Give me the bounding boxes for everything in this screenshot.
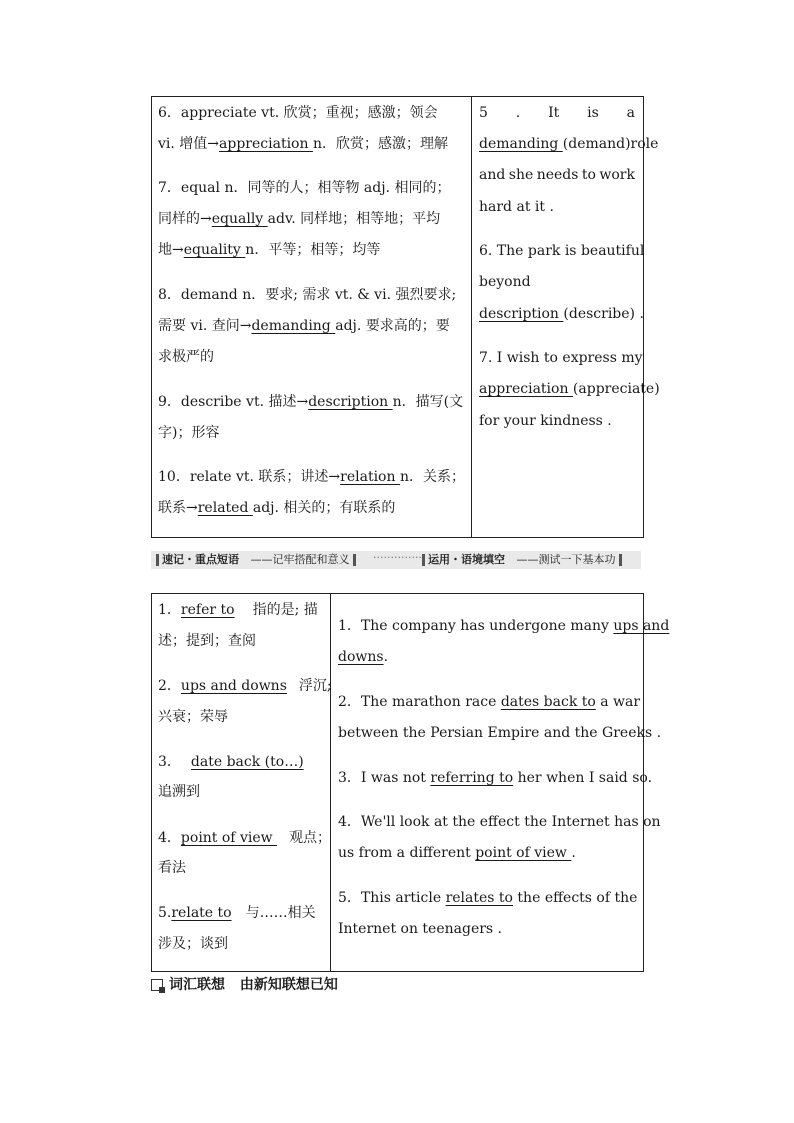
text: 地→ (158, 242, 184, 258)
answer-blank: description (479, 306, 564, 322)
section-marker-icon (151, 979, 163, 991)
text: n．关系； (399, 469, 465, 485)
banner-left-title: 速记・重点短语 (162, 553, 239, 566)
exercise-line (479, 134, 658, 154)
text: (demand)role (562, 136, 659, 152)
word: work (599, 167, 635, 183)
phrase-line (158, 752, 304, 772)
section-heading (151, 976, 338, 994)
exercise-line (479, 165, 635, 185)
text: 5．This article (338, 890, 446, 906)
bottom-table-border-top (151, 593, 643, 594)
text: 2．The marathon race (338, 694, 501, 710)
exercise-line: beyond (479, 274, 531, 290)
answer-blank: downs (338, 649, 384, 665)
answer-blank: equality (183, 242, 246, 258)
word: and (479, 167, 506, 183)
phrase-line (158, 676, 332, 696)
text: a war (595, 694, 641, 710)
text: n．欣赏；感激；理解 (312, 136, 448, 152)
exercise-line: hard at it . (479, 199, 554, 215)
sentence-line (338, 616, 669, 636)
exercise-line (479, 103, 635, 123)
section-title: 词汇联想 (169, 977, 225, 993)
text: adj. 相关的；有联系的 (252, 500, 396, 516)
word: 5 (479, 105, 488, 121)
vocab-line: 7．equal n．同等的人；相等物 adj. 相同的； (158, 180, 451, 196)
bar-mark (156, 554, 159, 566)
sentence-line: between the Persian Empire and the Greeks . (338, 725, 662, 741)
banner-dots: ·············· (373, 551, 422, 564)
vocab-line (158, 209, 440, 229)
exercise-line: 7. I wish to express my (479, 350, 643, 366)
exercise-line: for your kindness . (479, 413, 612, 429)
answer-blank: point of view (475, 845, 572, 861)
num: 2． (158, 678, 181, 694)
text: n．描写(文 (392, 394, 464, 410)
answer-blank: date back (to…) (190, 754, 304, 770)
answer-blank: point of view (180, 830, 278, 846)
bottom-table-border-bottom (151, 971, 643, 972)
sentence-line: Internet on teenagers . (338, 921, 503, 937)
text: (appreciate) (572, 381, 660, 397)
phrase-line: 述；提到；查阅 (158, 633, 256, 649)
num: 5. (158, 905, 172, 921)
text: 10．relate vt. 联系；讲述→ (158, 469, 341, 485)
word: to (581, 167, 596, 183)
word: a (626, 105, 635, 121)
answer-blank: refer to (180, 602, 235, 618)
answer-blank: related (197, 500, 253, 516)
text: 浮沉; (298, 678, 332, 694)
text: adj. 要求高的；要 (335, 318, 450, 334)
banner-left-subtitle: ——记牢搭配和意义 (250, 553, 350, 566)
banner-right-title: 运用・语境填空 (428, 553, 505, 566)
sentence-line (338, 888, 637, 908)
vocab-line (158, 467, 465, 487)
text: 观点； (289, 830, 332, 846)
vocab-line: 字)；形容 (158, 425, 220, 441)
answer-blank: demanding (479, 136, 563, 152)
num: 4． (158, 830, 181, 846)
text: n．平等；相等；均等 (245, 242, 381, 258)
sentence-line (338, 692, 640, 712)
section-subtitle: 由新知联想已知 (239, 977, 338, 993)
phrase-line: 看法 (158, 860, 186, 876)
text: 联系→ (158, 500, 198, 516)
banner-right-subtitle: ——测试一下基本功 (516, 553, 616, 566)
exercise-line (479, 304, 644, 324)
top-table-divider (471, 96, 472, 538)
answer-blank: relates to (445, 890, 513, 906)
exercise-line: 6. The park is beautiful (479, 243, 645, 259)
sentence-line: 4．We'll look at the effect the Internet has on (338, 814, 661, 830)
vocab-line (158, 240, 380, 260)
top-table-border-bottom (151, 537, 643, 538)
phrase-line (158, 903, 316, 923)
answer-blank: description (308, 394, 393, 410)
text: . (383, 649, 389, 665)
answer-blank: ups and (613, 618, 670, 634)
phrase-line: 追溯到 (158, 784, 200, 800)
text: us from a different (338, 845, 476, 861)
text: 同样的→ (158, 211, 212, 227)
text: 1．The company has undergone many (338, 618, 614, 634)
top-table-border-top (151, 96, 643, 97)
bar-mark (353, 554, 356, 566)
vocab-line: 8．demand n．要求; 需求 vt. & vi. 强烈要求; (158, 287, 457, 303)
word: she (508, 167, 534, 183)
num: 3． (158, 754, 181, 770)
word: is (587, 105, 599, 121)
text: (describe) . (563, 306, 644, 322)
sentence-line (338, 843, 576, 863)
word: needs (536, 167, 579, 183)
sentence-line (338, 768, 652, 788)
phrase-line: 兴衰；荣辱 (158, 709, 228, 725)
vocab-line: 6．appreciate vt. 欣赏；重视；感激；领会 (158, 105, 438, 121)
answer-blank: appreciation (479, 381, 573, 397)
text: vi. 增值→ (158, 136, 220, 152)
bottom-table-border-left (151, 593, 152, 972)
text: 9．describe vt. 描述→ (158, 394, 309, 410)
answer-blank: referring to (430, 770, 514, 786)
word: . (515, 105, 521, 121)
answer-blank: equally (211, 211, 268, 227)
text: her when I said so. (513, 770, 653, 786)
exercise-line (479, 379, 660, 399)
phrase-line: 涉及；谈到 (158, 936, 228, 952)
bar-mark (422, 554, 425, 566)
vocab-line (158, 316, 450, 336)
text: 与……相关 (245, 905, 316, 921)
answer-blank: ups and downs (180, 678, 287, 694)
vocab-line (158, 498, 395, 518)
text: the effects of the (512, 890, 638, 906)
answer-blank: dates back to (500, 694, 596, 710)
bottom-table-divider (330, 593, 331, 972)
vocab-line: 求极严的 (158, 349, 214, 365)
bar-mark (619, 554, 622, 566)
vocab-line (158, 134, 448, 154)
answer-blank: relation (340, 469, 400, 485)
text: 指的是; 描 (252, 602, 318, 618)
text: 需要 vi. 查问→ (158, 318, 252, 334)
text: . (571, 845, 576, 861)
num: 1． (158, 602, 181, 618)
text: adv. 同样地；相等地；平均 (267, 211, 441, 227)
answer-blank: demanding (251, 318, 336, 334)
sentence-line (338, 647, 388, 667)
answer-blank: relate to (171, 905, 232, 921)
vocab-line (158, 392, 463, 412)
text: 3．I was not (338, 770, 431, 786)
answer-blank: appreciation (219, 136, 313, 152)
phrase-line (158, 600, 318, 620)
top-table-border-left (151, 96, 152, 538)
phrase-line (158, 828, 331, 848)
section-banner (151, 551, 641, 569)
word: It (548, 105, 560, 121)
